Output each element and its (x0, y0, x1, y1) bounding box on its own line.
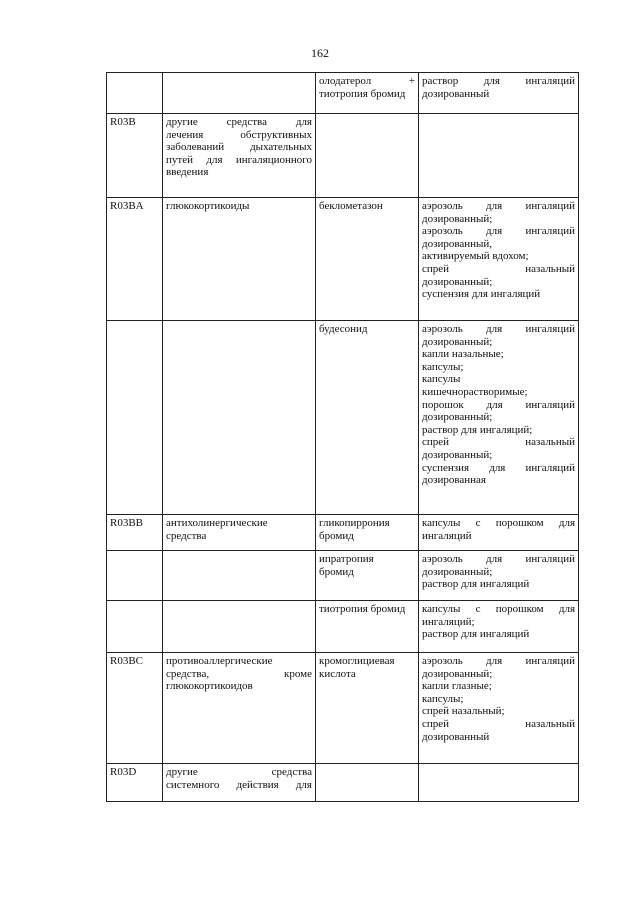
cell-text-line: глюкокортикоиды (166, 200, 250, 212)
cell-text-line: бромид (319, 565, 354, 578)
cell-text-line: кислота (319, 667, 356, 680)
dosage-forms-cell (419, 764, 579, 802)
cell-text-line: раствор для ингаляций (422, 628, 530, 641)
cell-text-line: спрей назальный (422, 436, 575, 449)
atc-code-cell (107, 515, 163, 551)
active-substance-cell (316, 764, 419, 802)
anatomical-therapeutic-group-cell (163, 198, 316, 321)
atc-drug-table (106, 72, 579, 802)
cell-text-line: спрей назальный (422, 717, 575, 730)
cell-text: R03BA (110, 200, 144, 212)
cell-text-line: раствор для ингаляций (422, 75, 575, 87)
cell-text-line: аэрозоль для ингаляций (422, 200, 575, 212)
atc-code-cell (107, 321, 163, 515)
cell-text-line: суспензия для ингаляций (422, 461, 575, 474)
cell-text-line: капсулы; (422, 692, 464, 705)
active-substance-cell (316, 551, 419, 601)
cell-text-line: тиотропия бромид (319, 87, 406, 100)
cell-text-line: другие средства (166, 766, 312, 778)
cell-text-line: бромид (319, 529, 354, 542)
cell-text-line: антихолинергические (166, 517, 268, 529)
cell-text-line: дозированный (422, 730, 490, 743)
cell-text-line: средства, кроме (166, 667, 312, 680)
cell-text-line: беклометазон (319, 200, 383, 212)
cell-text-line: введения (166, 166, 209, 179)
cell-text-line: аэрозоль для ингаляций (422, 655, 575, 667)
cell-text-line: раствор для ингаляций (422, 578, 530, 591)
dosage-forms-cell (419, 653, 579, 764)
page-number: 162 (311, 46, 329, 60)
table-row (107, 601, 579, 653)
cell-text: R03BC (110, 655, 144, 667)
cell-text-line: противоаллергические (166, 655, 273, 667)
active-substance-cell (316, 114, 419, 198)
dosage-forms-cell (419, 601, 579, 653)
atc-code-cell (107, 198, 163, 321)
dosage-forms-cell (419, 551, 579, 601)
anatomical-therapeutic-group-cell (163, 321, 316, 515)
anatomical-therapeutic-group-cell (163, 653, 316, 764)
cell-text-line: ипратропия (319, 553, 374, 565)
atc-code-cell (107, 551, 163, 601)
dosage-forms-cell (419, 73, 579, 114)
active-substance-cell (316, 321, 419, 515)
cell-text-line: системного действия для (166, 778, 312, 791)
active-substance-cell (316, 515, 419, 551)
cell-text-line: ингаляций; (422, 615, 475, 628)
anatomical-therapeutic-group-cell (163, 515, 316, 551)
cell-text-line: средства (166, 529, 207, 542)
cell-text-line: дозированный; (422, 212, 493, 225)
table-row (107, 198, 579, 321)
cell-text-line: аэрозоль для ингаляций (422, 225, 575, 238)
table-row (107, 321, 579, 515)
cell-text-line: ингаляций (422, 529, 472, 542)
cell-text-line: раствор для ингаляций; (422, 423, 533, 436)
cell-text-line: глюкокортикоидов (166, 680, 253, 693)
cell-text-line: заболеваний дыхательных (166, 141, 312, 154)
table-row (107, 73, 579, 114)
cell-text-line: дозированный; (422, 411, 493, 424)
cell-text-line: кишечнорастворимые; (422, 385, 528, 398)
anatomical-therapeutic-group-cell (163, 73, 316, 114)
anatomical-therapeutic-group-cell (163, 551, 316, 601)
cell-text-line: дозированный (422, 87, 490, 100)
active-substance-cell (316, 601, 419, 653)
cell-text-line: олодатерол + (319, 75, 415, 87)
cell-text-line: дозированная (422, 474, 486, 487)
cell-text-line: дозированный, (422, 237, 493, 250)
table-row (107, 764, 579, 802)
atc-code-cell (107, 653, 163, 764)
cell-text-line: аэрозоль для ингаляций (422, 323, 575, 335)
cell-text-line: кромоглициевая (319, 655, 395, 667)
cell-text-line: спрей назальный; (422, 705, 505, 718)
cell-text-line: капли назальные; (422, 348, 504, 361)
cell-text-line: капсулы; (422, 360, 464, 373)
cell-text-line: дозированный; (422, 565, 493, 578)
atc-code-cell (107, 764, 163, 802)
dosage-forms-cell (419, 114, 579, 198)
cell-text-line: капли глазные; (422, 680, 492, 693)
cell-text-line: спрей назальный (422, 262, 575, 275)
dosage-forms-cell (419, 198, 579, 321)
cell-text-line: капсулы (422, 373, 461, 386)
cell-text-line: дозированный; (422, 335, 493, 348)
cell-text: R03B (110, 116, 136, 128)
cell-text-line: капсулы с порошком для (422, 603, 575, 615)
table-row (107, 114, 579, 198)
active-substance-cell (316, 73, 419, 114)
table-row (107, 551, 579, 601)
cell-text-line: суспензия для ингаляций (422, 288, 541, 301)
dosage-forms-cell (419, 515, 579, 551)
atc-code-cell (107, 73, 163, 114)
anatomical-therapeutic-group-cell (163, 764, 316, 802)
cell-text-line: будесонид (319, 323, 368, 335)
atc-code-cell (107, 114, 163, 198)
cell-text-line: порошок для ингаляций (422, 398, 575, 411)
atc-code-cell (107, 601, 163, 653)
cell-text-line: дозированный; (422, 448, 493, 461)
table-row (107, 515, 579, 551)
cell-text-line: капсулы с порошком для (422, 517, 575, 529)
cell-text-line: активируемый вдохом; (422, 250, 529, 263)
active-substance-cell (316, 198, 419, 321)
cell-text-line: аэрозоль для ингаляций (422, 553, 575, 565)
anatomical-therapeutic-group-cell (163, 114, 316, 198)
cell-text: R03D (110, 766, 137, 778)
cell-text-line: лечения обструктивных (166, 128, 312, 141)
table-row (107, 653, 579, 764)
table-body (107, 73, 579, 802)
dosage-forms-cell (419, 321, 579, 515)
active-substance-cell (316, 653, 419, 764)
anatomical-therapeutic-group-cell (163, 601, 316, 653)
cell-text-line: гликопиррония (319, 517, 390, 529)
cell-text-line: дозированный; (422, 275, 493, 288)
cell-text-line: путей для ингаляционного (166, 153, 312, 166)
cell-text-line: тиотропия бромид (319, 603, 406, 615)
cell-text: R03BB (110, 517, 144, 529)
cell-text-line: дозированный; (422, 667, 493, 680)
cell-text-line: другие средства для (166, 116, 312, 128)
